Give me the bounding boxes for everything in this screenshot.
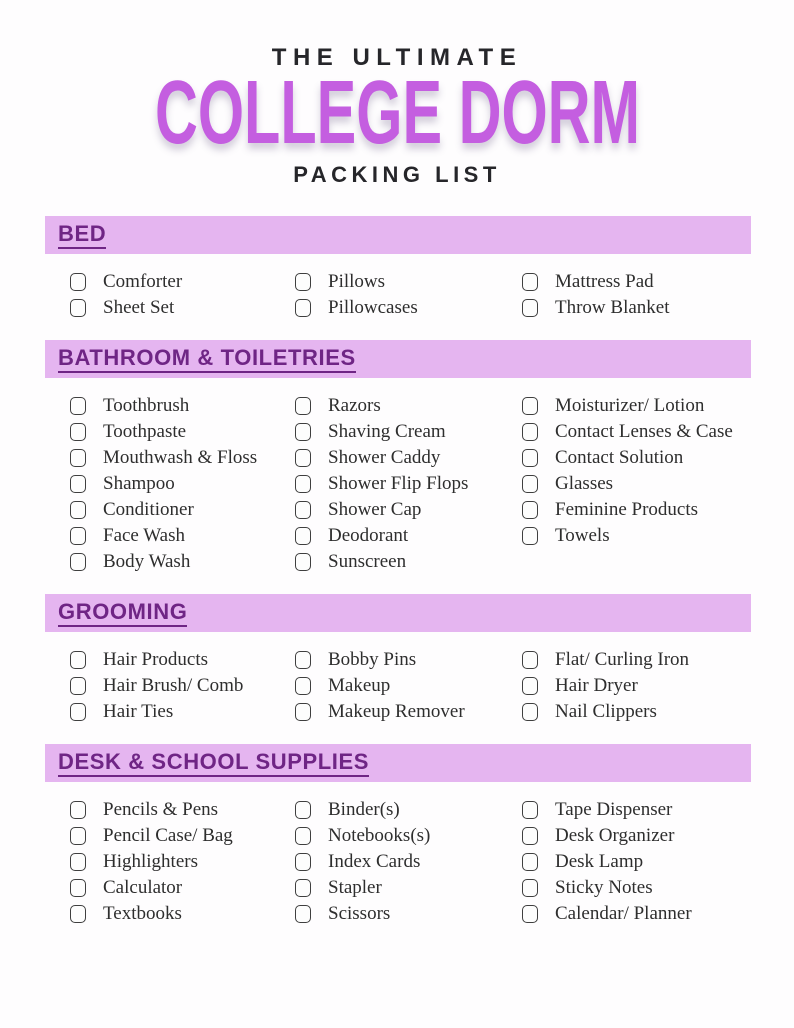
checklist-column <box>522 269 751 321</box>
checklist-item-label: Desk Lamp <box>555 851 644 872</box>
checklist-item <box>70 673 295 699</box>
section-items <box>45 632 751 744</box>
checkbox[interactable] <box>70 801 86 819</box>
checklist-item-label: Moisturizer/ Lotion <box>555 395 705 416</box>
checkbox[interactable] <box>70 449 86 467</box>
checkbox[interactable] <box>70 905 86 923</box>
checklist-column <box>522 393 751 575</box>
checklist-item <box>295 849 522 875</box>
checklist-column <box>295 269 522 321</box>
checklist-item-label: Contact Lenses & Case <box>555 421 733 442</box>
checkbox[interactable] <box>295 527 311 545</box>
checklist-item <box>295 549 522 575</box>
checklist-item <box>295 269 522 295</box>
title-block <box>0 0 794 188</box>
checkbox[interactable] <box>522 397 538 415</box>
checklist-item-label: Toothpaste <box>103 421 187 442</box>
checklist-item <box>295 875 522 901</box>
checklist-item <box>522 849 751 875</box>
checklist-item <box>295 471 522 497</box>
sections <box>0 216 794 946</box>
checkbox[interactable] <box>522 801 538 819</box>
section <box>0 594 794 744</box>
section-items <box>45 782 751 946</box>
checklist-column <box>295 647 522 725</box>
checklist-item-label: Contact Solution <box>555 447 684 468</box>
title-sub: PACKING LIST <box>293 162 501 187</box>
checklist-item <box>295 295 522 321</box>
checklist-item <box>70 647 295 673</box>
checkbox[interactable] <box>522 677 538 695</box>
section-title: DESK & SCHOOL SUPPLIES <box>58 749 369 777</box>
checklist-item-label: Textbooks <box>103 903 182 924</box>
checklist-item <box>295 497 522 523</box>
checklist-item <box>70 471 295 497</box>
checkbox[interactable] <box>295 475 311 493</box>
checkbox[interactable] <box>295 879 311 897</box>
section-items <box>45 378 751 594</box>
checkbox[interactable] <box>522 527 538 545</box>
checklist-item <box>522 523 751 549</box>
title-pre: THE ULTIMATE <box>271 44 523 71</box>
checklist-item-label: Mouthwash & Floss <box>103 447 258 468</box>
checkbox[interactable] <box>70 651 86 669</box>
checklist-column <box>70 393 295 575</box>
checklist-item-label: Makeup <box>328 675 391 696</box>
checklist-item-label: Shower Flip Flops <box>328 473 469 494</box>
checkbox[interactable] <box>70 553 86 571</box>
section-header-bar <box>45 744 751 782</box>
checkbox[interactable] <box>522 703 538 721</box>
title-main-wrap <box>0 63 794 163</box>
page-title: COLLEGE DORM <box>154 63 640 163</box>
checkbox[interactable] <box>70 677 86 695</box>
section-header-bar <box>45 216 751 254</box>
checkbox[interactable] <box>70 527 86 545</box>
checklist-item <box>295 673 522 699</box>
checkbox[interactable] <box>522 299 538 317</box>
checkbox[interactable] <box>295 423 311 441</box>
checkbox[interactable] <box>295 501 311 519</box>
checklist-item-label: Highlighters <box>103 851 198 872</box>
checkbox[interactable] <box>522 449 538 467</box>
section-header-bar <box>45 340 751 378</box>
checklist-item-label: Towels <box>555 525 610 546</box>
checklist-item <box>522 393 751 419</box>
checklist-item-label: Flat/ Curling Iron <box>555 649 690 670</box>
checklist-item <box>70 523 295 549</box>
checklist-item-label: Notebooks(s) <box>328 825 431 846</box>
checklist-item-label: Pencils & Pens <box>103 799 219 820</box>
checkbox[interactable] <box>295 827 311 845</box>
checklist-item <box>295 419 522 445</box>
checklist-item-label: Desk Organizer <box>555 825 675 846</box>
checkbox[interactable] <box>70 879 86 897</box>
checklist-item <box>70 393 295 419</box>
checklist-item <box>70 419 295 445</box>
checklist-item-label: Pillowcases <box>328 297 418 318</box>
checkbox[interactable] <box>522 853 538 871</box>
checkbox[interactable] <box>295 853 311 871</box>
checklist-column <box>70 647 295 725</box>
checklist-item <box>295 823 522 849</box>
checklist-item <box>70 823 295 849</box>
checklist-item-label: Body Wash <box>103 551 191 572</box>
checkbox[interactable] <box>522 273 538 291</box>
checklist-item-label: Toothbrush <box>103 395 190 416</box>
checklist-item-label: Mattress Pad <box>555 271 654 292</box>
checklist-item <box>70 849 295 875</box>
section <box>0 216 794 340</box>
section-title: BATHROOM & TOILETRIES <box>58 345 356 373</box>
checklist-column <box>295 797 522 927</box>
checklist-item-label: Shower Cap <box>328 499 422 520</box>
checklist-item <box>70 269 295 295</box>
checklist-column <box>70 797 295 927</box>
checklist-column <box>522 797 751 927</box>
checklist-item <box>522 471 751 497</box>
checkbox[interactable] <box>70 299 86 317</box>
checklist-item-label: Bobby Pins <box>328 649 417 670</box>
checkbox[interactable] <box>295 703 311 721</box>
checklist-item <box>522 797 751 823</box>
checkbox[interactable] <box>295 801 311 819</box>
checklist-item-label: Razors <box>328 395 381 416</box>
checklist-column <box>70 269 295 321</box>
checklist-item <box>295 523 522 549</box>
checkbox[interactable] <box>522 423 538 441</box>
checklist-item <box>522 419 751 445</box>
checklist-item-label: Sheet Set <box>103 297 175 318</box>
checklist-column <box>295 393 522 575</box>
checkbox[interactable] <box>295 449 311 467</box>
checklist-item-label: Hair Products <box>103 649 209 670</box>
checklist-item-label: Pillows <box>328 271 386 292</box>
checklist-item <box>522 269 751 295</box>
checklist-item-label: Sunscreen <box>328 551 407 572</box>
checkbox[interactable] <box>522 827 538 845</box>
checklist-item <box>70 549 295 575</box>
checklist-item <box>522 901 751 927</box>
checklist-item-label: Nail Clippers <box>555 701 657 722</box>
checklist-item-label: Pencil Case/ Bag <box>103 825 233 846</box>
checkbox[interactable] <box>70 827 86 845</box>
checkbox[interactable] <box>522 475 538 493</box>
checklist-item <box>70 699 295 725</box>
checklist-item-label: Hair Brush/ Comb <box>103 675 244 696</box>
checkbox[interactable] <box>70 475 86 493</box>
checklist-item <box>295 393 522 419</box>
checklist-item <box>70 497 295 523</box>
checklist-item-label: Tape Dispenser <box>555 799 673 820</box>
checklist-item <box>522 445 751 471</box>
checklist-item-label: Throw Blanket <box>555 297 670 318</box>
checklist-item <box>522 823 751 849</box>
checklist-item-label: Stapler <box>328 877 382 898</box>
checkbox[interactable] <box>522 501 538 519</box>
section <box>0 744 794 946</box>
checkbox[interactable] <box>295 299 311 317</box>
checklist-item-label: Calculator <box>103 877 183 898</box>
checklist-item <box>522 647 751 673</box>
checklist-item-label: Shower Caddy <box>328 447 441 468</box>
checklist-item <box>295 445 522 471</box>
section-title: GROOMING <box>58 599 187 627</box>
checklist-item-label: Shampoo <box>103 473 175 494</box>
checkbox[interactable] <box>522 905 538 923</box>
checkbox[interactable] <box>295 273 311 291</box>
checklist-item <box>522 295 751 321</box>
checklist-item <box>522 673 751 699</box>
checklist-item <box>295 699 522 725</box>
checklist-item <box>295 797 522 823</box>
checklist-item-label: Hair Ties <box>103 701 174 722</box>
checklist-item-label: Conditioner <box>103 499 194 520</box>
section-title: BED <box>58 221 106 249</box>
checklist-item <box>70 295 295 321</box>
checkbox[interactable] <box>295 905 311 923</box>
checklist-item-label: Glasses <box>555 473 614 494</box>
checklist-item-label: Feminine Products <box>555 499 699 520</box>
checklist-item <box>522 875 751 901</box>
checkbox[interactable] <box>295 397 311 415</box>
checkbox[interactable] <box>70 273 86 291</box>
checkbox[interactable] <box>70 397 86 415</box>
checkbox[interactable] <box>295 651 311 669</box>
checklist-item-label: Sticky Notes <box>555 877 653 898</box>
checklist-item <box>70 797 295 823</box>
section-items <box>45 254 751 340</box>
checklist-item-label: Index Cards <box>328 851 421 872</box>
checklist-item <box>70 901 295 927</box>
checklist-item <box>70 445 295 471</box>
checkbox[interactable] <box>522 879 538 897</box>
checklist-item <box>522 699 751 725</box>
checkbox[interactable] <box>295 677 311 695</box>
checklist-column <box>522 647 751 725</box>
checkbox[interactable] <box>70 501 86 519</box>
checklist-item-label: Comforter <box>103 271 183 292</box>
checklist-item-label: Binder(s) <box>328 799 400 820</box>
checklist-item <box>295 647 522 673</box>
checklist-item <box>522 497 751 523</box>
checklist-item-label: Hair Dryer <box>555 675 638 696</box>
checklist-item-label: Face Wash <box>103 525 186 546</box>
checklist-item-label: Deodorant <box>328 525 409 546</box>
checkbox[interactable] <box>70 423 86 441</box>
checklist-item-label: Makeup Remover <box>328 701 465 722</box>
checkbox[interactable] <box>70 703 86 721</box>
checkbox[interactable] <box>522 651 538 669</box>
section <box>0 340 794 594</box>
checkbox[interactable] <box>70 853 86 871</box>
section-header-bar <box>45 594 751 632</box>
checklist-item <box>295 901 522 927</box>
checkbox[interactable] <box>295 553 311 571</box>
checklist-item-label: Scissors <box>328 903 391 924</box>
checklist-item-label: Shaving Cream <box>328 421 446 442</box>
checklist-item-label: Calendar/ Planner <box>555 903 692 924</box>
checklist-item <box>70 875 295 901</box>
